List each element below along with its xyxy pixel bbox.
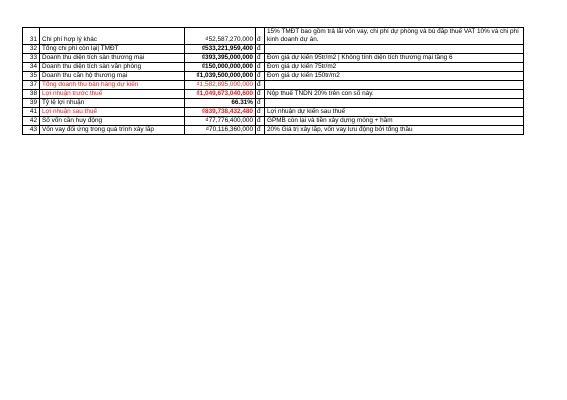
row-amount: 66.31% <box>185 99 256 108</box>
row-currency: đ <box>256 81 265 90</box>
row-label: Vốn vay đối ứng trong quá trình xây lắp <box>40 126 185 135</box>
row-label: Doanh thu diện tích sàn thương mại <box>40 54 185 63</box>
row-number: 35 <box>23 72 40 81</box>
row-currency: đ <box>256 63 265 72</box>
table-row <box>23 54 524 63</box>
row-amount: ₫77,776,400,000 <box>185 117 256 126</box>
row-amount: ₫52,587,270,000 <box>185 28 256 45</box>
row-label: Lợi nhuận trước thuế <box>40 90 185 99</box>
row-note: GPMB còn lại và tiền xây dựng móng + hầm <box>265 117 524 126</box>
row-note <box>265 45 524 54</box>
row-note: Đơn giá dự kiến 95tr/m2 | Không tính diện tích thương mại tầng 6 <box>265 54 524 63</box>
row-currency: đ <box>256 126 265 135</box>
row-number: 31 <box>23 28 40 45</box>
row-label: Lợi nhuận sau thuế <box>40 108 185 117</box>
row-currency: đ <box>256 108 265 117</box>
row-label: Số vốn cần huy động <box>40 117 185 126</box>
row-number: 42 <box>23 117 40 126</box>
row-note: Đơn giá dự kiến 75tr/m2 <box>265 63 524 72</box>
row-number: 39 <box>23 99 40 108</box>
table-row <box>23 99 524 108</box>
row-number: 41 <box>23 108 40 117</box>
row-label: Doanh thu căn hộ thương mại <box>40 72 185 81</box>
row-currency: đ <box>256 117 265 126</box>
row-note <box>265 99 524 108</box>
row-note: Đơn giá dự kiến 150tr/m2 <box>265 72 524 81</box>
row-currency: đ <box>256 28 265 45</box>
row-label: Tổng chi phí còn lại| TMĐT <box>40 45 185 54</box>
row-currency: đ <box>256 99 265 108</box>
row-currency: đ <box>256 72 265 81</box>
row-amount: ₫393,395,000,000 <box>185 54 256 63</box>
row-currency: đ <box>256 90 265 99</box>
row-note: Lợi nhuận dự kiến sau thuế <box>265 108 524 117</box>
row-currency: đ <box>256 54 265 63</box>
row-currency: đ <box>256 45 265 54</box>
row-number: 33 <box>23 54 40 63</box>
row-label: Doanh thu diện tích sàn văn phòng <box>40 63 185 72</box>
row-number: 37 <box>23 81 40 90</box>
row-amount: ₫1,582,895,000,000 <box>185 81 256 90</box>
row-number: 32 <box>23 45 40 54</box>
table-row <box>23 28 524 45</box>
row-note: 15% TMĐT bao gồm trả lãi vốn vay, chi phí dự phòng và bù đắp thuế VAT 10% và chi phí kinh doanh dự án. <box>265 28 524 45</box>
row-note: 20% Giá trị xây lắp, vốn vay lưu động bởi tổng thầu <box>265 126 524 135</box>
row-amount: ₫1,039,500,000,000 <box>185 72 256 81</box>
table-row <box>23 81 524 90</box>
row-amount: ₫533,221,959,400 <box>185 45 256 54</box>
row-label: Tổng doanh thu bán hàng dự kiến <box>40 81 185 90</box>
row-number: 38 <box>23 90 40 99</box>
row-number: 34 <box>23 63 40 72</box>
row-amount: ₫1,049,673,040,600 <box>185 90 256 99</box>
table-row <box>23 90 524 99</box>
row-note: Nộp thuế TNDN 20% trên con số này. <box>265 90 524 99</box>
row-label: Chi phí hợp lý khác <box>40 28 185 45</box>
row-note <box>265 81 524 90</box>
row-label: Tỷ lệ lợi nhuận <box>40 99 185 108</box>
row-amount: ₫70,116,360,000 <box>185 126 256 135</box>
table-row <box>23 117 524 126</box>
row-amount: ₫150,000,000,000 <box>185 63 256 72</box>
row-number: 43 <box>23 126 40 135</box>
table-row <box>23 72 524 81</box>
table-row <box>23 126 524 135</box>
table-row <box>23 108 524 117</box>
table-row <box>23 63 524 72</box>
row-amount: ₫839,738,432,480 <box>185 108 256 117</box>
table-row <box>23 45 524 54</box>
spreadsheet-table <box>22 27 524 135</box>
